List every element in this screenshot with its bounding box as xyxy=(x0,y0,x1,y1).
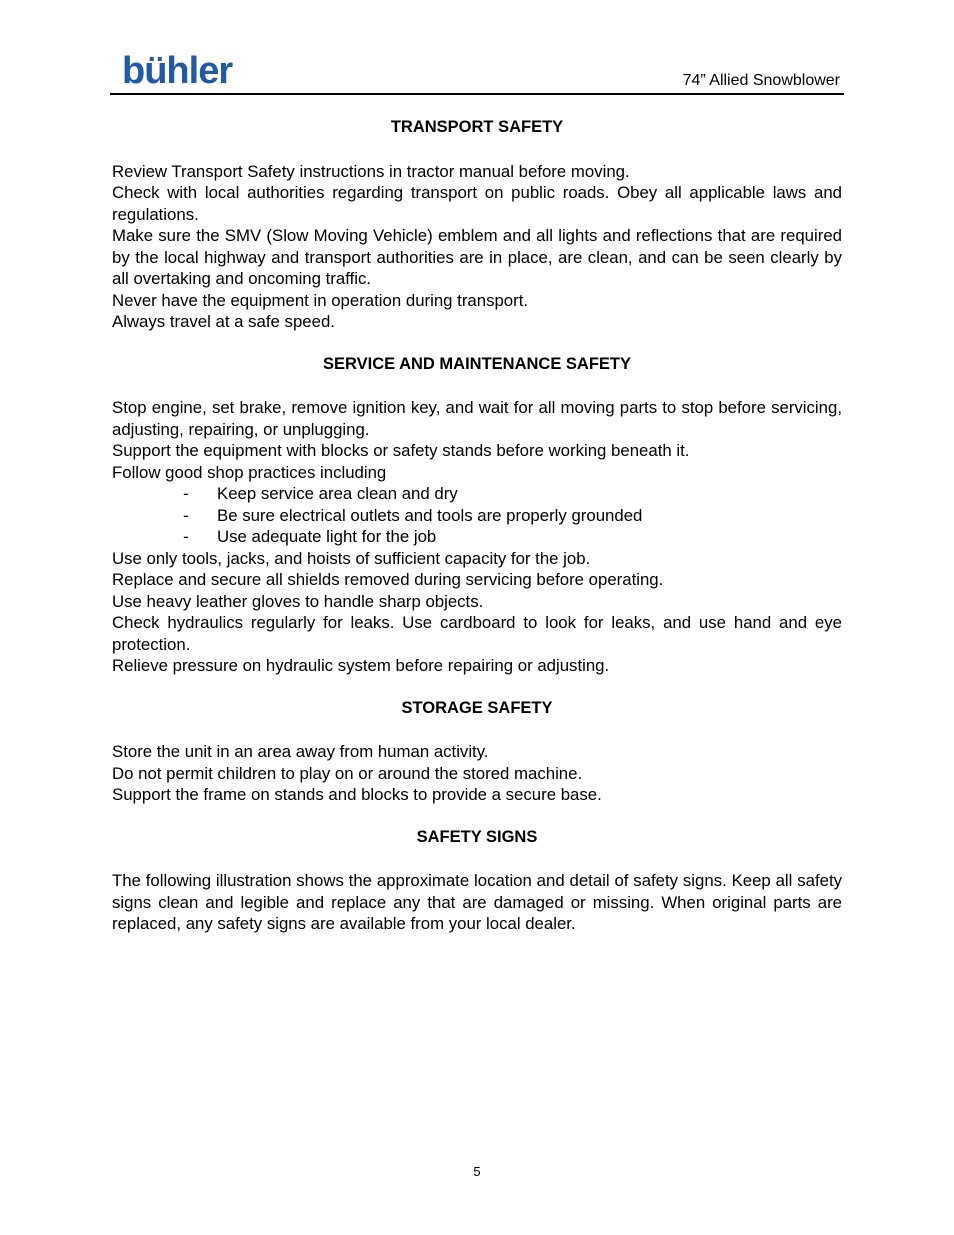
list-item-text: Keep service area clean and dry xyxy=(217,484,458,503)
buhler-logo: bühler xyxy=(122,50,233,92)
paragraph: Review Transport Safety instructions in tractor manual before moving. xyxy=(112,161,630,181)
paragraph: Relieve pressure on hydraulic system before repairing or adjusting. xyxy=(112,656,610,675)
paragraph: Never have the equipment in operation during transport. xyxy=(112,290,529,310)
page-number: 5 xyxy=(473,1164,481,1179)
bullet-dash: - xyxy=(183,527,189,546)
list-item xyxy=(112,526,842,548)
section-heading-service-maintenance-safety: SERVICE AND MAINTENANCE SAFETY xyxy=(322,354,632,373)
list-item-text: Use adequate light for the job xyxy=(217,527,437,546)
list-item-text: Be sure electrical outlets and tools are properly grounded xyxy=(217,505,643,525)
list-item xyxy=(112,483,842,505)
paragraph: Check with local authorities regarding transport on public roads. Obey all applicable laws and regulations. xyxy=(112,183,842,224)
paragraph: Support the frame on stands and blocks to provide a secure base. xyxy=(112,785,602,804)
paragraph: Do not permit children to play on or around the stored machine. xyxy=(112,763,583,783)
paragraph: Store the unit in an area away from human activity. xyxy=(112,742,489,761)
bullet-dash: - xyxy=(183,484,189,503)
bullet-dash: - xyxy=(183,505,189,525)
paragraph: Stop engine, set brake, remove ignition key, and wait for all moving parts to stop before servicing, adjusting, repairing, or unplugging. xyxy=(112,398,842,439)
paragraph: Always travel at a safe speed. xyxy=(112,312,335,331)
section-heading-safety-signs: SAFETY SIGNS xyxy=(416,827,538,846)
section-heading-storage-safety: STORAGE SAFETY xyxy=(401,698,553,717)
section-heading-transport-safety: TRANSPORT SAFETY xyxy=(390,118,564,136)
paragraph: Use only tools, jacks, and hoists of sufficient capacity for the job. xyxy=(112,548,591,568)
paragraph: Follow good shop practices including xyxy=(112,462,387,482)
header-divider xyxy=(110,93,844,95)
paragraph: Support the equipment with blocks or safety stands before working beneath it. xyxy=(112,441,690,460)
paragraph: Make sure the SMV (Slow Moving Vehicle) emblem and all lights and reflections that are required by the local highway and transport authorities are in place, are clean, and can be seen clearly by all overtaking and oncoming traffic. xyxy=(112,226,842,288)
page-body xyxy=(112,117,842,935)
shop-practices-list xyxy=(112,483,842,548)
paragraph: Check hydraulics regularly for leaks. Use cardboard to look for leaks, and use hand and eye protection. xyxy=(112,613,842,654)
document-title: 74” Allied Snowblower xyxy=(682,72,840,89)
paragraph: Replace and secure all shields removed during servicing before operating. xyxy=(112,570,664,589)
paragraph: Use heavy leather gloves to handle sharp objects. xyxy=(112,591,484,611)
paragraph: The following illustration shows the approximate location and detail of safety signs. Keep all safety signs clean and legible and replace any that are damaged or missing. When original parts are replaced, any safety signs are available from your local dealer. xyxy=(112,871,842,933)
list-item xyxy=(112,505,842,527)
